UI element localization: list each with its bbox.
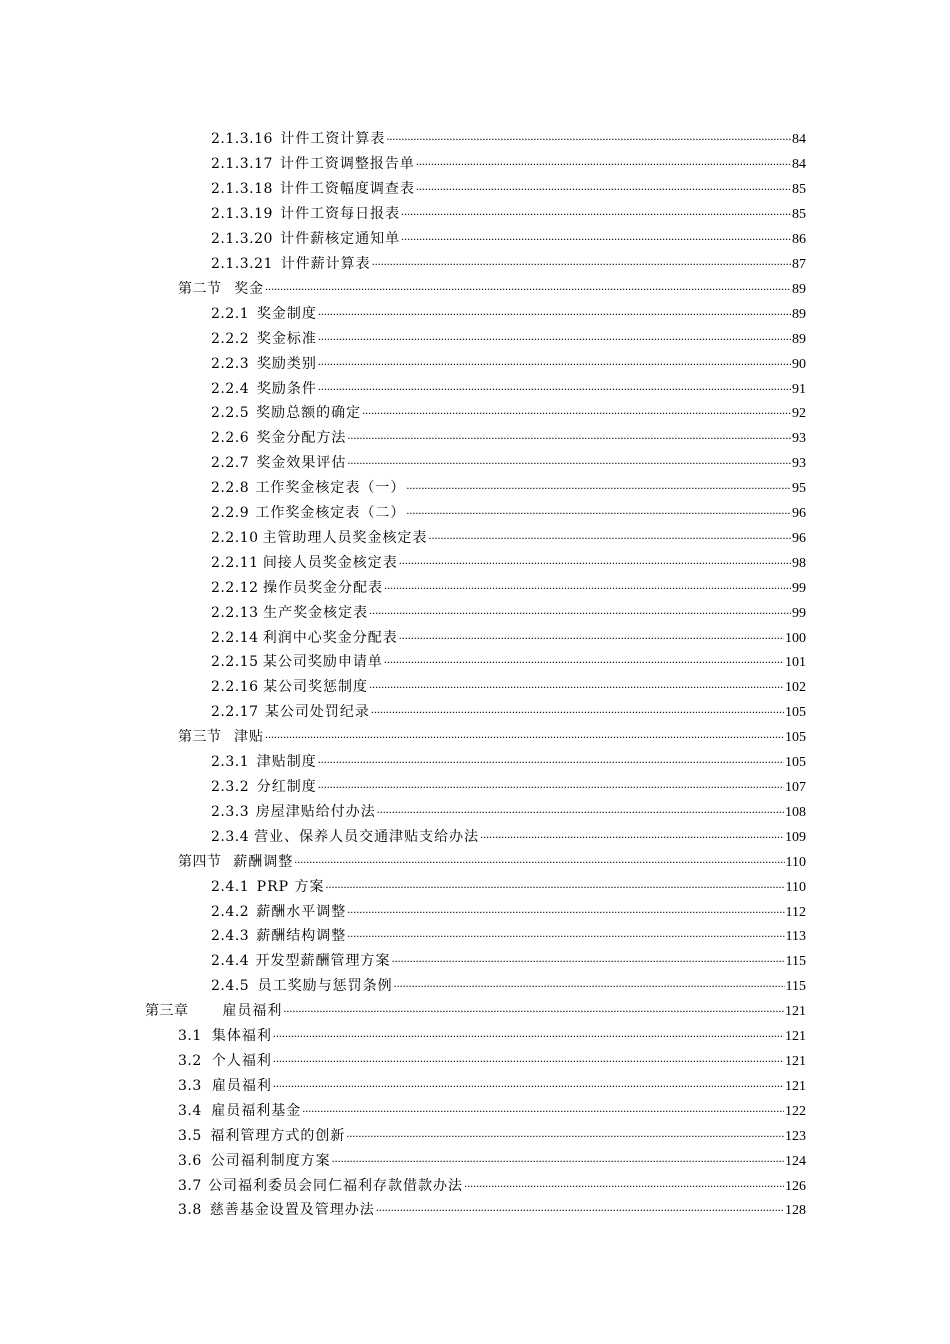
toc-entry-number: 第二节: [178, 280, 222, 297]
dot-leader: [406, 503, 791, 518]
toc-entry[interactable]: [0, 1197, 950, 1222]
toc-entry[interactable]: [0, 201, 950, 226]
toc-entry-page-number: 107: [785, 780, 806, 796]
toc-entry-title: PRP 方案: [256, 878, 325, 895]
toc-entry-page-number: 91: [792, 381, 806, 397]
toc-entry[interactable]: [0, 1097, 950, 1122]
toc-entry-line: [211, 950, 806, 970]
toc-entry-page-number: 85: [792, 182, 806, 198]
toc-entry-page-number: 85: [792, 207, 806, 223]
dot-leader: [362, 403, 791, 418]
dot-leader: [392, 951, 785, 966]
toc-entry-page-number: 121: [785, 1053, 806, 1069]
toc-entry[interactable]: [0, 1023, 950, 1048]
dot-leader: [347, 428, 791, 443]
dot-leader: [386, 129, 791, 144]
toc-entry[interactable]: [0, 450, 950, 475]
toc-entry-page-number: 87: [792, 256, 806, 272]
toc-entry-page-number: 89: [792, 306, 806, 322]
toc-entry-page-number: 89: [792, 331, 806, 347]
toc-entry-line: [211, 627, 806, 647]
toc-entry[interactable]: [0, 226, 950, 251]
toc-entry-page-number: 115: [785, 954, 806, 970]
dot-leader: [347, 902, 784, 917]
toc-entry-title: 奖金标准: [256, 330, 317, 347]
toc-entry-number: 3.5: [178, 1127, 202, 1144]
toc-entry-line: [178, 1199, 806, 1219]
toc-entry[interactable]: [0, 126, 950, 151]
toc-entry-line: [211, 676, 806, 696]
toc-entry-number: 2.2.8: [211, 480, 250, 497]
toc-entry-title: 房屋津贴给付办法: [255, 803, 376, 820]
toc-entry-number: 2.2.10: [211, 529, 259, 546]
toc-entry-line: [211, 303, 806, 323]
toc-entry-title: 主管助理人员奖金核定表: [262, 529, 428, 546]
toc-entry-page-number: 121: [785, 1029, 806, 1045]
toc-entry[interactable]: [0, 873, 950, 898]
toc-entry-number: 2.2.11: [211, 554, 259, 571]
toc-entry-number: 2.3.1: [211, 754, 250, 771]
toc-entry[interactable]: [0, 923, 950, 948]
toc-entry-line: [211, 602, 806, 622]
toc-entry-page-number: 93: [792, 456, 806, 472]
dot-leader: [265, 279, 791, 294]
toc-entry-number: 第三章: [145, 1003, 189, 1020]
toc-entry-number: 2.1.3.19: [211, 206, 273, 223]
toc-entry-number: 2.4.2: [211, 903, 250, 920]
toc-entry-number: 2.3.4: [211, 828, 250, 845]
dot-leader: [265, 727, 784, 742]
toc-entry-page-number: 89: [792, 281, 806, 297]
toc-entry-title: 雇员福利: [222, 1003, 283, 1020]
dot-leader: [376, 1200, 784, 1215]
dot-leader: [318, 379, 791, 394]
dot-leader: [347, 453, 791, 468]
toc-entry-line: [211, 203, 806, 223]
toc-entry[interactable]: [0, 300, 950, 325]
toc-entry-number: 2.2.13: [211, 604, 259, 621]
dot-leader: [464, 1176, 784, 1191]
toc-entry-line: [178, 1125, 806, 1145]
toc-entry[interactable]: [0, 724, 950, 749]
toc-entry[interactable]: [0, 1122, 950, 1147]
toc-entry-number: 2.1.3.17: [211, 156, 273, 173]
toc-entry-line: [211, 253, 806, 273]
toc-entry[interactable]: [0, 475, 950, 500]
toc-entry-line: [211, 751, 806, 771]
toc-entry-title: 津贴制度: [256, 754, 317, 771]
toc-entry[interactable]: [0, 898, 950, 923]
toc-entry[interactable]: [0, 823, 950, 848]
toc-entry[interactable]: [0, 151, 950, 176]
toc-entry-page-number: 121: [785, 1078, 806, 1094]
toc-entry-number: 2.4.4: [211, 953, 250, 970]
toc-entry-line: [211, 153, 806, 173]
toc-entry-line: [211, 452, 806, 472]
toc-entry-page-number: 99: [792, 605, 806, 621]
toc-entry-page-number: 95: [792, 481, 806, 497]
toc-entry-line: [211, 776, 806, 796]
toc-entry-title: 计件工资幅度调查表: [279, 181, 415, 198]
toc-entry[interactable]: [0, 649, 950, 674]
toc-entry-title: 个人福利: [211, 1052, 272, 1069]
toc-entry-number: 2.2.6: [211, 430, 250, 447]
toc-entry-title: 计件工资每日报表: [280, 206, 401, 223]
toc-entry-title: 薪酬水平调整: [256, 903, 347, 920]
toc-entry-title: 奖金: [234, 280, 265, 297]
toc-entry[interactable]: [0, 674, 950, 699]
toc-entry-line: [211, 402, 806, 422]
toc-entry-title: 间接人员奖金核定表: [262, 554, 398, 571]
dot-leader: [416, 154, 791, 169]
toc-entry[interactable]: [0, 1147, 950, 1172]
toc-entry[interactable]: [0, 749, 950, 774]
toc-entry-number: 2.4.1: [211, 878, 250, 895]
toc-entry[interactable]: [0, 325, 950, 350]
toc-entry-title: 雇员福利: [211, 1077, 272, 1094]
toc-entry-page-number: 100: [785, 630, 806, 646]
dot-leader: [416, 179, 791, 194]
toc-entry-page-number: 109: [785, 829, 806, 845]
toc-entry-number: 2.2.15: [211, 654, 259, 671]
toc-entry-line: [178, 278, 806, 298]
dot-leader: [326, 877, 785, 892]
dot-leader: [406, 478, 791, 493]
toc-entry-number: 3.2: [178, 1052, 202, 1069]
dot-leader: [384, 578, 791, 593]
dot-leader: [384, 652, 784, 667]
toc-entry-page-number: 126: [785, 1178, 806, 1194]
toc-entry-line: [211, 353, 806, 373]
dot-leader: [302, 1101, 784, 1116]
toc-entry-line: [145, 1000, 806, 1020]
dot-leader: [369, 603, 791, 618]
toc-entry[interactable]: [0, 350, 950, 375]
toc-entry-page-number: 108: [785, 804, 806, 820]
toc-entry-title: 营业、保养人员交通津贴支给办法: [254, 828, 480, 845]
toc-entry[interactable]: [0, 774, 950, 799]
toc-entry-number: 3.8: [178, 1202, 202, 1219]
toc-entry-line: [178, 851, 806, 871]
toc-entry-title: 奖金效果评估: [256, 455, 347, 472]
toc-entry[interactable]: [0, 500, 950, 525]
toc-entry[interactable]: [0, 375, 950, 400]
toc-entry-page-number: 122: [785, 1103, 806, 1119]
dot-leader: [399, 553, 791, 568]
toc-entry-title: 公司福利委员会同仁福利存款借款办法: [208, 1177, 464, 1194]
toc-entry-line: [178, 1100, 806, 1120]
toc-entry-page-number: 96: [792, 506, 806, 522]
dot-leader: [273, 1026, 784, 1041]
toc-entry-line: [178, 1075, 806, 1095]
toc-entry-title: 某公司奖惩制度: [263, 679, 369, 696]
toc-entry-title: 计件工资计算表: [280, 131, 386, 148]
toc-entry-number: 3.3: [178, 1077, 202, 1094]
toc-entry-number: 2.2.17: [211, 704, 259, 721]
toc-entry[interactable]: [0, 624, 950, 649]
toc-entry-number: 2.1.3.18: [211, 181, 273, 198]
toc-entry-line: [211, 876, 806, 896]
toc-entry-line: [211, 228, 806, 248]
toc-entry-page-number: 110: [785, 854, 806, 870]
toc-entry-number: 3.7: [178, 1177, 202, 1194]
toc-entry[interactable]: [0, 251, 950, 276]
table-of-contents: [0, 126, 950, 1222]
toc-entry-page-number: 123: [785, 1128, 806, 1144]
toc-entry-number: 2.2.12: [211, 579, 259, 596]
toc-entry-page-number: 112: [785, 904, 806, 920]
toc-entry-line: [211, 701, 806, 721]
toc-entry-line: [211, 577, 806, 597]
toc-entry-page-number: 115: [785, 979, 806, 995]
toc-entry[interactable]: [0, 848, 950, 873]
toc-entry-line: [211, 826, 806, 846]
toc-entry-number: 2.2.4: [211, 380, 250, 397]
toc-entry-title: 开发型薪酬管理方案: [255, 953, 391, 970]
toc-entry-page-number: 90: [792, 356, 806, 372]
toc-entry-title: 奖金制度: [256, 305, 317, 322]
toc-entry-page-number: 121: [785, 1004, 806, 1020]
toc-entry-line: [211, 552, 806, 572]
dot-leader: [401, 204, 791, 219]
toc-entry-number: 2.1.3.21: [211, 255, 273, 272]
toc-entry-line: [178, 1050, 806, 1070]
toc-entry-title: 计件薪核定通知单: [280, 231, 401, 248]
toc-entry-page-number: 99: [792, 580, 806, 596]
toc-entry-number: 2.2.2: [211, 330, 250, 347]
toc-entry-line: [211, 178, 806, 198]
toc-entry-line: [211, 477, 806, 497]
toc-entry-page-number: 84: [792, 157, 806, 173]
toc-entry-number: 3.1: [178, 1028, 202, 1045]
toc-entry-line: [211, 328, 806, 348]
toc-entry-title: 分红制度: [256, 779, 317, 796]
dot-leader: [480, 827, 784, 842]
toc-entry-page-number: 110: [785, 879, 806, 895]
toc-entry-page-number: 84: [792, 132, 806, 148]
toc-entry-page-number: 105: [785, 730, 806, 746]
dot-leader: [369, 677, 784, 692]
toc-entry-line: [211, 901, 806, 921]
toc-entry-number: 2.2.5: [211, 405, 250, 422]
toc-entry-number: 2.1.3.16: [211, 131, 273, 148]
toc-entry-title: 雇员福利基金: [211, 1102, 302, 1119]
dot-leader: [283, 1001, 784, 1016]
dot-leader: [332, 1151, 784, 1166]
toc-entry-number: 第三节: [178, 729, 222, 746]
dot-leader: [318, 777, 784, 792]
toc-entry-number: 3.6: [178, 1152, 202, 1169]
toc-entry-number: 2.2.7: [211, 455, 250, 472]
toc-entry-page-number: 105: [785, 755, 806, 771]
dot-leader: [318, 329, 791, 344]
dot-leader: [318, 354, 791, 369]
toc-entry-page-number: 128: [785, 1203, 806, 1219]
toc-entry-page-number: 113: [785, 929, 806, 945]
dot-leader: [429, 528, 792, 543]
toc-entry[interactable]: [0, 1048, 950, 1073]
toc-entry-number: 3.4: [178, 1102, 202, 1119]
toc-entry[interactable]: [0, 549, 950, 574]
toc-entry-page-number: 101: [785, 655, 806, 671]
toc-entry-title: 工作奖金核定表（二）: [255, 505, 406, 522]
toc-entry-page-number: 92: [792, 406, 806, 422]
toc-entry[interactable]: [0, 599, 950, 624]
toc-entry-title: 福利管理方式的创新: [210, 1127, 346, 1144]
toc-entry-line: [178, 1025, 806, 1045]
toc-entry-number: 2.4.3: [211, 928, 250, 945]
dot-leader: [318, 304, 791, 319]
toc-entry-line: [211, 975, 806, 995]
toc-entry-number: 2.2.14: [211, 629, 259, 646]
dot-leader: [394, 976, 785, 991]
toc-entry-line: [178, 1150, 806, 1170]
toc-entry-title: 薪酬调整: [233, 853, 294, 870]
toc-entry[interactable]: [0, 574, 950, 599]
toc-entry-number: 2.2.3: [211, 355, 250, 372]
toc-entry-title: 奖励条件: [256, 380, 317, 397]
toc-entry-line: [211, 801, 806, 821]
toc-entry-line: [211, 925, 806, 945]
toc-entry-title: 某公司处罚纪录: [264, 704, 370, 721]
dot-leader: [372, 254, 791, 269]
toc-entry-line: [178, 1175, 806, 1195]
toc-entry[interactable]: [0, 699, 950, 724]
toc-entry-number: 第四节: [178, 853, 222, 870]
dot-leader: [273, 1076, 784, 1091]
toc-entry[interactable]: [0, 176, 950, 201]
dot-leader: [346, 1126, 784, 1141]
toc-entry-page-number: 102: [785, 680, 806, 696]
dot-leader: [347, 926, 784, 941]
toc-entry-number: 2.4.5: [211, 978, 250, 995]
toc-entry[interactable]: [0, 425, 950, 450]
toc-entry-number: 2.2.16: [211, 679, 259, 696]
toc-entry[interactable]: [0, 275, 950, 300]
toc-entry-number: 2.2.9: [211, 505, 250, 522]
toc-entry-title: 工作奖金核定表（一）: [255, 480, 406, 497]
dot-leader: [273, 1051, 784, 1066]
dot-leader: [294, 852, 784, 867]
toc-entry-number: 2.2.1: [211, 305, 250, 322]
toc-entry-page-number: 105: [785, 705, 806, 721]
toc-entry-page-number: 124: [784, 1153, 806, 1169]
toc-entry-title: 薪酬结构调整: [256, 928, 347, 945]
toc-entry-title: 慈善基金设置及管理办法: [209, 1202, 375, 1219]
toc-entry[interactable]: [0, 798, 950, 823]
toc-entry-title: 计件薪计算表: [280, 255, 371, 272]
toc-entry-number: 2.3.2: [211, 779, 250, 796]
toc-entry-number: 2.1.3.20: [211, 231, 273, 248]
toc-entry[interactable]: [0, 948, 950, 973]
toc-entry[interactable]: [0, 1172, 950, 1197]
toc-entry-title: 员工奖励与惩罚条例: [257, 978, 393, 995]
dot-leader: [399, 628, 784, 643]
dot-leader: [401, 229, 791, 244]
toc-entry-title: 津贴: [233, 729, 264, 746]
toc-entry-number: 2.3.3: [211, 803, 250, 820]
toc-entry[interactable]: [0, 998, 950, 1023]
dot-leader: [371, 702, 784, 717]
toc-entry-title: 集体福利: [211, 1028, 272, 1045]
toc-entry-title: 奖励类别: [256, 355, 317, 372]
toc-entry[interactable]: [0, 400, 950, 425]
toc-entry-line: [211, 527, 806, 547]
toc-entry[interactable]: [0, 525, 950, 550]
toc-entry-line: [211, 651, 806, 671]
toc-entry-title: 操作员奖金分配表: [262, 579, 383, 596]
toc-entry-title: 计件工资调整报告单: [279, 156, 415, 173]
toc-entry-page-number: 86: [792, 232, 806, 248]
toc-entry-line: [211, 378, 806, 398]
toc-entry-title: 利润中心奖金分配表: [262, 629, 398, 646]
dot-leader: [377, 802, 784, 817]
toc-entry-line: [178, 726, 806, 746]
toc-entry-page-number: 93: [792, 431, 806, 447]
toc-entry-title: 奖励总额的确定: [256, 405, 362, 422]
toc-entry-line: [211, 128, 806, 148]
toc-entry-page-number: 98: [792, 555, 806, 571]
toc-entry-title: 奖金分配方法: [256, 430, 347, 447]
toc-entry-line: [211, 502, 806, 522]
dot-leader: [318, 752, 784, 767]
toc-entry-title: 生产奖金核定表: [263, 604, 369, 621]
toc-entry-page-number: 96: [792, 530, 806, 546]
toc-entry-title: 某公司奖励申请单: [262, 654, 383, 671]
toc-entry-line: [211, 427, 806, 447]
toc-entry-title: 公司福利制度方案: [210, 1152, 331, 1169]
toc-entry[interactable]: [0, 973, 950, 998]
toc-entry[interactable]: [0, 1072, 950, 1097]
